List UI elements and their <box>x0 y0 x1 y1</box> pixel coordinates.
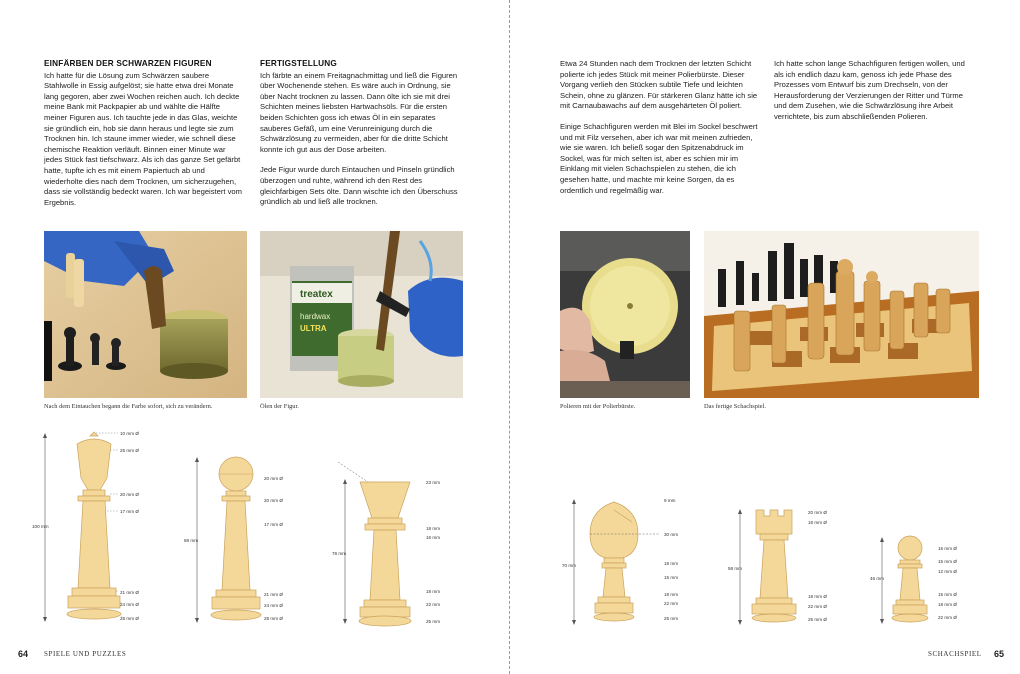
dim-label: 30 mm <box>664 532 679 537</box>
dim-label: 16 mm Ø <box>808 520 827 525</box>
heading-blackening: EINFÄRBEN DER SCHWARZEN FIGUREN <box>44 59 212 68</box>
dim-label: 18 mm <box>426 526 441 531</box>
running-footer: SPIELE UND PUZZLES <box>44 650 127 658</box>
tin-variant: ULTRA <box>300 324 327 333</box>
paragraph: Ich hatte schon lange Schachfiguren fertigen wollen, und als ich endlich dazu kam, genoss ich jede Phase des Prozesses vom Entwurf bis zum Drechseln, von der Herausforderung der Verzierungen der Ritter und Türme und dem Zusehen, wie die Schwärzlösung ihre Arbeit verrichtete, bis zum abschließenden Polieren. <box>774 59 965 121</box>
paragraph: Ich färbte an einem Freitagnachmittag und ließ die Figuren über Wochenende stehen. Es wäre auch in Ordnung, sie über Nacht trocknen zu lassen. Dann ölte ich sie mit drei Schichten meines liebsten Hartwachsöls. Für die ersten beiden Schichten goss ich etwas Öl in ein separates sauberes Gefäß, um eine Verunreinigung durch die Schwärzlösung zu vermeiden, aber für die dritte Schicht konnte ich gut aus der Dose arbeiten. <box>260 70 458 154</box>
dim-label: 23 mm <box>426 480 441 485</box>
height-label: 78 mm <box>332 551 347 556</box>
dim-label: 25 mm Ø <box>808 617 827 622</box>
paragraph: Ich hatte für die Lösung zum Schwärzen saubere Stahlwolle in Essig aufgelöst; sie hatte etwa drei Monate lang gegoren, aber zwei Wochen reichen auch. Ich deckte meine Bank mit Packpapier ab und wählte die Hälfte meiner Figuren aus. Ich tauchte jede in das Glas, weichte sie gründlich ein, hob sie dann heraus und legte sie zum Trocknen hin. Ich staune immer wieder, wie schnell diese chemische Reaktion verläuft. Binnen einer Minute war jedes Stück fast tiefschwarz. Als ich das ganze Set gefärbt hatte, tupfte ich es mit einem Papiertuch ab und wiederholte dies nach dem Trocknen, um sicherzugehen, dass sie vollständig bedeckt waren. Ich war begeistert vom Ergebnis. <box>44 70 242 207</box>
dim-label: 17 mm Ø <box>264 522 283 527</box>
height-label: 88 mm <box>184 538 199 543</box>
dim-label: 9 mm <box>664 498 676 503</box>
dim-label: 17 mm Ø <box>120 509 139 514</box>
dim-label: 12 mm Ø <box>938 569 957 574</box>
dim-label: 20 mm Ø <box>264 498 283 503</box>
height-label: 46 mm <box>870 576 885 581</box>
photo-chess-set <box>704 231 979 398</box>
page-number: 65 <box>994 649 1005 659</box>
photo-dipping <box>44 231 247 398</box>
diagram-bishop <box>560 492 690 632</box>
caption-dipping: Nach dem Eintauchen begann die Farbe sofort, sich zu verändern. <box>44 403 213 410</box>
page-number: 64 <box>18 649 29 659</box>
text-column-conclusion <box>774 59 974 123</box>
dim-label: 28 mm Ø <box>264 616 283 621</box>
dim-label: 15 mm <box>664 575 679 580</box>
dim-label: 25 mm <box>664 616 679 621</box>
paragraph: Etwa 24 Stunden nach dem Trocknen der letzten Schicht polierte ich jedes Stück mit meiner Polierbürste. Dieser Vorgang verlieh den Stücken subtile Tiefe und leichten Schein, ohne zu glänzen. Für stärkeren Glanz hätte ich sie mit Carnaubawachs auf dem ausgehärteten Öl poliert. <box>560 59 758 111</box>
paragraph: Jede Figur wurde durch Eintauchen und Pinseln gründlich überzogen und ruhte, während ich den Rest des gleichfarbigen Sets ölte. Dann wischte ich den Überschuss gründlich ab und ließ alle trocknen. <box>260 165 458 207</box>
dim-label: 24 mm Ø <box>264 603 283 608</box>
dim-label: 21 mm Ø <box>120 590 139 595</box>
dim-label: 15 mm Ø <box>938 559 957 564</box>
paragraph: Einige Schachfiguren werden mit Blei im Sockel beschwert und mit Filz versehen, aber ich war mit meinen zufrieden, wie sie waren. Ich beließ sogar den Spitzenabdruck im Sockel, was für mich selten ist, aber es schien mir im Einklang mit vielen Schachspielen zu stehen, die ich gesehen hatte, und machte mir keine Sorgen, da es ordentlich und regelmäßig war. <box>560 121 758 195</box>
dim-label: 15 mm Ø <box>938 546 957 551</box>
caption-oiling: Ölen der Figur. <box>260 403 299 410</box>
caption-polishing: Polieren mit der Polierbürste. <box>560 403 636 410</box>
right-page <box>510 0 1020 674</box>
dim-label: 18 mm <box>664 561 679 566</box>
dim-label: 25 mm <box>426 619 441 624</box>
dim-label: 22 mm <box>664 601 679 606</box>
caption-chess-set: Das fertige Schachspiel. <box>704 403 766 410</box>
diagram-rook <box>726 500 846 630</box>
dim-label: 28 mm Ø <box>120 616 139 621</box>
dim-label: 10 mm Ø <box>120 431 139 436</box>
photo-polishing <box>560 231 690 398</box>
dim-label: 18 mm <box>426 589 441 594</box>
dim-label: 24 mm Ø <box>120 602 139 607</box>
dim-label: 20 mm Ø <box>808 510 827 515</box>
text-column-blackening <box>44 59 244 208</box>
height-label: 58 mm <box>728 566 743 571</box>
dim-label: 16 mm <box>426 535 441 540</box>
text-column-polishing <box>560 59 760 196</box>
dim-label: 18 mm Ø <box>808 594 827 599</box>
dim-label: 15 mm Ø <box>938 592 957 597</box>
diagram-bishop-left <box>330 460 460 630</box>
dim-label: 18 mm <box>664 592 679 597</box>
dim-label: 25 mm Ø <box>120 448 139 453</box>
height-label: 70 mm <box>562 563 577 568</box>
dim-label: 22 mm Ø <box>808 604 827 609</box>
tin-product: hardwax <box>300 312 331 321</box>
diagram-queen <box>182 450 302 630</box>
dim-label: 21 mm Ø <box>264 592 283 597</box>
dim-label: 20 mm Ø <box>120 492 139 497</box>
dim-label: 20 mm Ø <box>264 476 283 481</box>
text-column-finishing <box>260 59 460 208</box>
diagram-pawn <box>868 528 978 628</box>
dim-label: 22 mm <box>426 602 441 607</box>
diagram-king <box>30 428 170 628</box>
photo-oiling <box>260 231 463 398</box>
running-footer: SCHACHSPIEL <box>928 650 982 658</box>
height-label: 100 mm <box>32 524 49 529</box>
dim-label: 18 mm Ø <box>938 602 957 607</box>
tin-brand: treatex <box>300 289 333 300</box>
heading-finishing: FERTIGSTELLUNG <box>260 59 337 68</box>
dim-label: 22 mm Ø <box>938 615 957 620</box>
